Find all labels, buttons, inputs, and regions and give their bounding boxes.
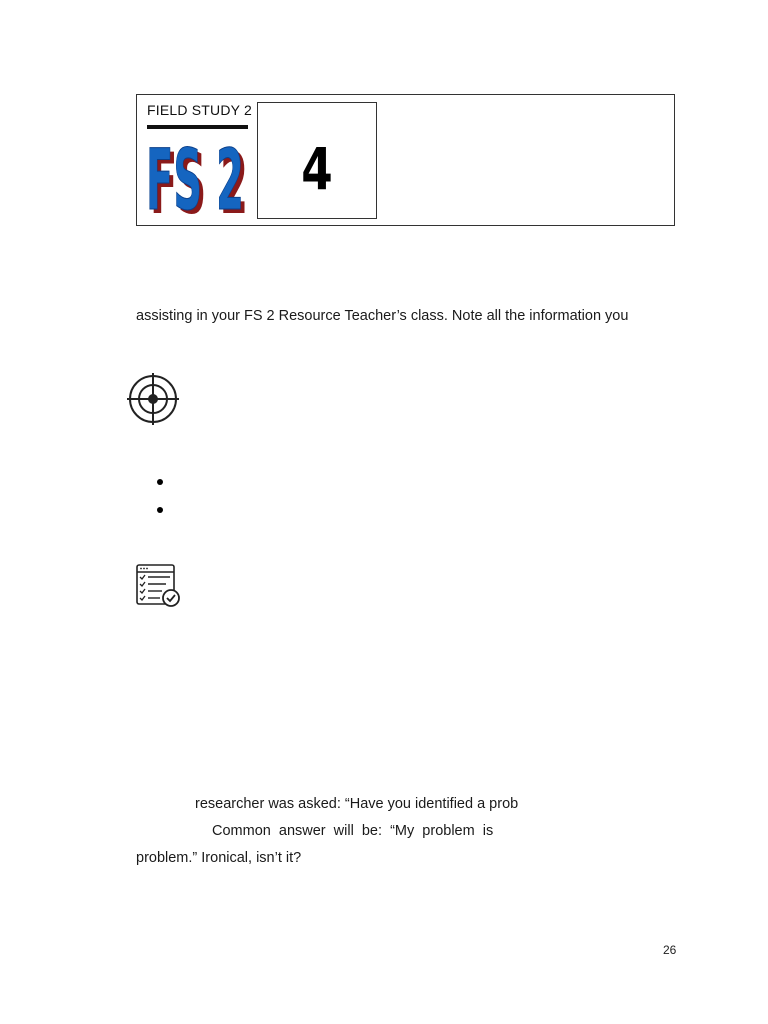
page-number: 26 <box>663 943 677 957</box>
intro-text: assisting in your FS 2 Resource Teacher’s class. Note all the information you <box>136 308 629 324</box>
fs2-logo-text: FS 2 <box>146 135 244 217</box>
fs2-logo-shadow: FS 2 <box>150 135 248 217</box>
target-icon <box>127 373 179 425</box>
passage-line-3: problem.” Ironical, isn’t it? <box>136 850 302 866</box>
series-label: FIELD STUDY 2 <box>147 102 253 118</box>
fs2-logo <box>144 135 250 217</box>
passage-line-2: Common answer will be: “My problem is <box>212 823 494 839</box>
list-bullet-1 <box>157 479 163 485</box>
episode-number: 4 <box>301 135 333 203</box>
passage-line-1: researcher was asked: “Have you identified a prob <box>195 796 519 812</box>
list-bullet-2 <box>157 507 163 513</box>
checklist-icon <box>136 563 180 607</box>
series-divider <box>147 125 248 129</box>
